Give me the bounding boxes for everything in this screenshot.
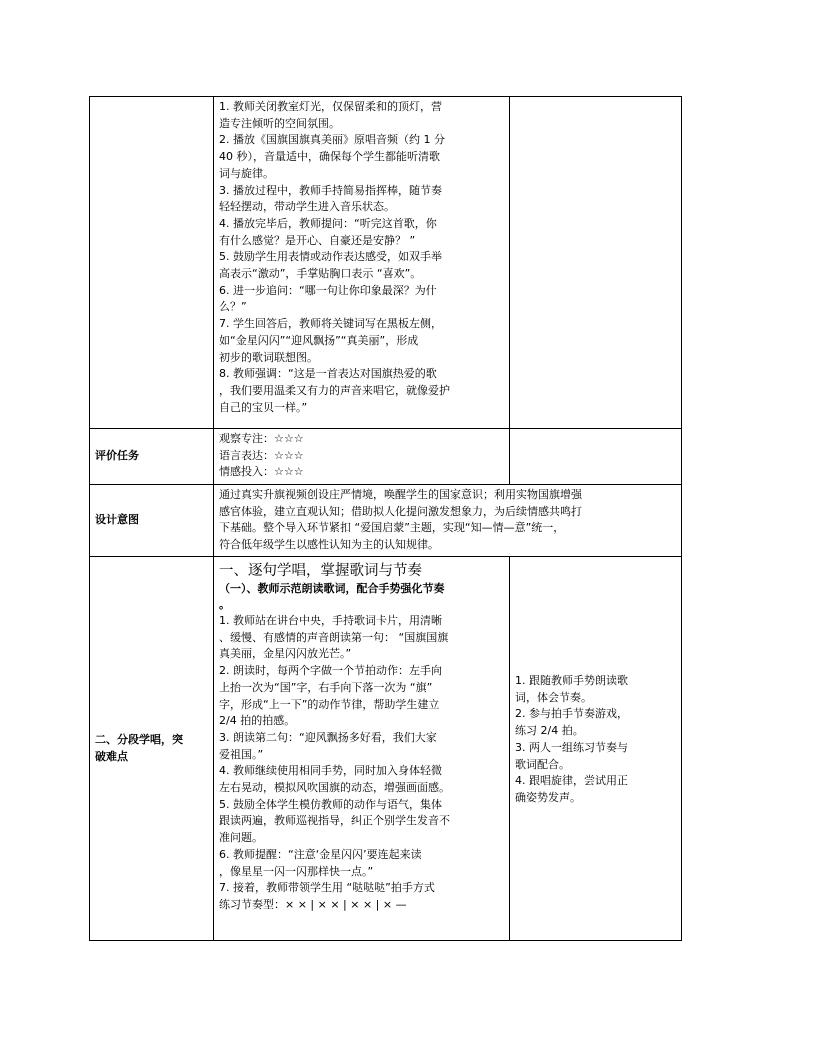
- row-label-evaluation: [90, 429, 214, 485]
- list-item: 2. 播放《国旗国旗真美丽》原唱音频（约 1 分: [219, 133, 445, 147]
- list-item: 字，形成“上一下”的动作节律，帮助学生建立: [219, 697, 440, 711]
- list-item: 爱祖国。”: [219, 747, 264, 761]
- evaluation-label: 评价任务: [95, 449, 139, 463]
- rating-focus: 观察专注：☆☆☆: [219, 432, 304, 445]
- rating-emotion: 情感投入：☆☆☆: [219, 465, 304, 479]
- list-item: 4. 教师继续使用相同手势，同时加入身体轻微: [219, 764, 442, 778]
- section-label-line: 二、分段学唱，突: [95, 732, 183, 746]
- list-item: 准问题。: [219, 831, 263, 845]
- list-item: 自己的宝贝一样。”: [219, 400, 308, 414]
- lesson-plan-table: [89, 96, 682, 941]
- list-item: ，像星星一闪一闪那样快一点。”: [219, 864, 374, 878]
- student-item: 3. 两人一组练习节奏与: [515, 740, 628, 754]
- table-row: [90, 485, 682, 557]
- design-intent-cell: [214, 485, 682, 557]
- student-item: 歌词配合。: [515, 757, 570, 771]
- list-item: 5. 鼓励全体学生模仿教师的动作与语气，集体: [219, 797, 442, 811]
- row-label-design: [90, 485, 214, 557]
- list-item: ，我们要用温柔又有力的声音来唱它，就像爱护: [219, 383, 450, 397]
- list-item: 3. 朗读第二句：“迎风飘扬多好看，我们大家: [219, 730, 437, 744]
- table-row: [90, 557, 682, 941]
- table-row: [90, 97, 682, 429]
- paragraph-line: 通过真实升旗视频创设庄严情境，唤醒学生的国家意识；利用实物国旗增强: [219, 488, 582, 501]
- student-item: 4. 跟唱旋律，尝试用正: [515, 774, 628, 788]
- list-item: 真美丽，金星闪闪放光芒。”: [219, 647, 352, 661]
- section-teacher-cell: [214, 557, 510, 941]
- student-item: 1. 跟随教师手势朗读歌: [515, 674, 628, 687]
- paragraph-line: 符合低年级学生以感性认知为主的认知规律。: [219, 538, 439, 552]
- list-item: 8. 教师强调：“这是一首表达对国旗热爱的歌: [219, 367, 437, 381]
- student-item: 练习 2/4 拍。: [515, 724, 584, 738]
- list-item: 左右晃动，模拟风吹国旗的动态，增强画面感。: [219, 781, 450, 795]
- list-item: 40 秒），音量适中，确保每个学生都能听清歌: [219, 150, 440, 164]
- student-item: 词，体会节奏。: [515, 690, 592, 704]
- list-item: 1. 教师站在讲台中央，手持歌词卡片，用清晰: [219, 614, 442, 627]
- list-item: 7. 学生回答后，教师将关键词写在黑板左侧，: [219, 317, 442, 331]
- student-item: 确姿势发声。: [515, 790, 581, 804]
- list-item: 3. 播放过程中，教师手持简易指挥棒，随节奏: [219, 183, 442, 197]
- list-item: 5. 鼓励学生用表情或动作表达感受，如双手举: [219, 250, 442, 264]
- list-item: 6. 教师提醒：“注意‘金星闪闪’要连起来读: [219, 847, 422, 861]
- list-item: 如“金星闪闪”“迎风飘扬”“真美丽”，形成: [219, 333, 419, 347]
- section-subheading: （一）、教师示范朗读歌词，配合手势强化节奏: [219, 582, 445, 595]
- list-item: 6. 进一步追问：“哪一句让你印象最深？为什: [219, 283, 437, 297]
- list-item: 4. 播放完毕后，教师提问：“听完这首歌，你: [219, 216, 437, 230]
- list-item: 高表示“激动”，手掌贴胸口表示 “喜欢”。: [219, 267, 422, 281]
- student-item: 2. 参与拍手节奏游戏，: [515, 707, 628, 721]
- list-item: 初步的歌词联想图。: [219, 350, 318, 364]
- list-item: 2. 朗读时，每两个字做一个节拍动作：左手向: [219, 664, 442, 678]
- list-item: 么？”: [219, 300, 247, 314]
- section-label-line: 破难点: [95, 749, 128, 763]
- list-item: 造专注倾听的空间氛围。: [219, 116, 340, 130]
- list-item: 跟读两遍，教师巡视指导，纠正个别学生发音不: [219, 814, 450, 828]
- section-heading: 一、逐句学唱，掌握歌词与节奏: [219, 563, 422, 579]
- evaluation-side-empty: [510, 429, 682, 485]
- rating-language: 语言表达：☆☆☆: [219, 448, 304, 462]
- list-item: 1. 教师关闭教室灯光，仅保留柔和的顶灯，营: [219, 100, 442, 113]
- row-label-empty: [90, 97, 214, 429]
- table-row: [90, 429, 682, 485]
- design-label: 设计意图: [95, 513, 139, 527]
- list-item: 7. 接着，教师带领学生用 “哒哒哒”拍手方式: [219, 881, 435, 895]
- list-item: 有什么感觉？是开心、自豪还是安静？ ”: [219, 233, 416, 247]
- teacher-activity-cell: [214, 97, 510, 429]
- list-item: 上抬一次为“国”字，右手向下落一次为 “旗”: [219, 680, 433, 694]
- list-item: 轻轻摆动，带动学生进入音乐状态。: [219, 200, 395, 214]
- list-item: 练习节奏型：× × | × × | × × | × —: [219, 897, 407, 911]
- paragraph-line: 下基础。整个导入环节紧扣 “爱国启蒙”主题，实现“知—情—意”统一，: [219, 521, 565, 535]
- row-label-section: [90, 557, 214, 941]
- list-item: 、缓慢、有感情的声音朗读第一句： “国旗国旗: [219, 630, 449, 644]
- paragraph-line: 感官体验，建立直观认知；借助拟人化提问激发想象力，为后续情感共鸣打: [219, 504, 582, 518]
- evaluation-cell: [214, 429, 510, 485]
- section-subheading-cont: 。: [219, 598, 230, 611]
- list-item: 2/4 拍的拍感。: [219, 714, 296, 728]
- list-item: 词与旋律。: [219, 166, 274, 180]
- section-student-cell: [510, 557, 682, 941]
- student-activity-cell-empty: [510, 97, 682, 429]
